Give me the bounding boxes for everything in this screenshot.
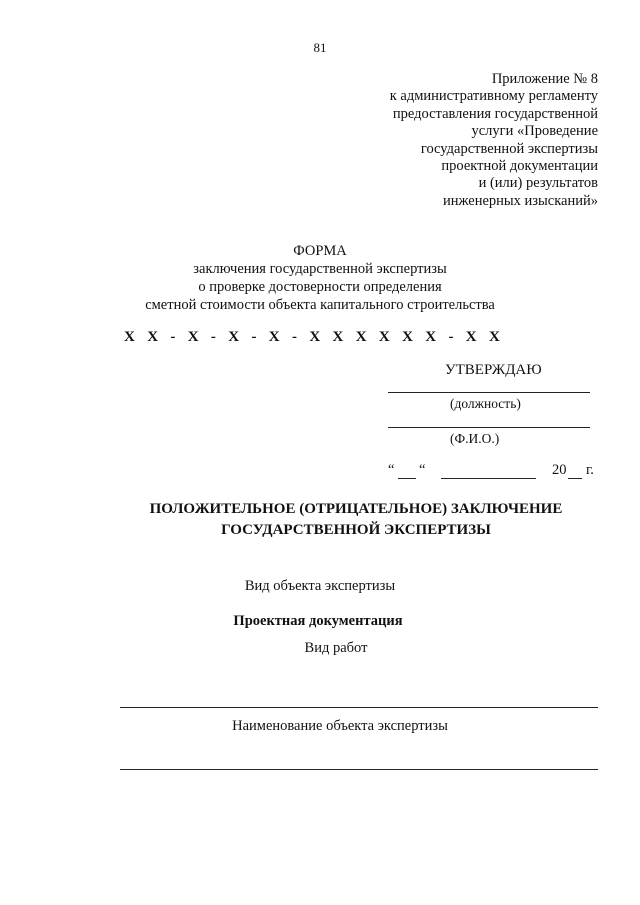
year-suffix: г. [586, 462, 594, 478]
work-type-label: Вид работ [304, 640, 368, 656]
form-title: ФОРМА [293, 243, 347, 259]
code-char: Х [402, 329, 414, 345]
name-caption: (Ф.И.О.) [450, 431, 500, 446]
code-char: Х [355, 329, 367, 345]
object-name-label: Наименование объекта экспертизы [232, 718, 448, 734]
year-prefix: 20 [552, 462, 567, 478]
work-type-blank-line [120, 707, 598, 708]
appendix-line: государственной экспертизы [420, 140, 598, 157]
code-char: - [291, 329, 298, 345]
page-number: 81 [313, 40, 327, 55]
object-type-value: Проектная документация [233, 613, 403, 629]
appendix-line: проектной документации [441, 158, 598, 175]
code-char: Х [228, 329, 240, 345]
appendix-line: и (или) результатов [478, 175, 598, 192]
code-char: Х [465, 329, 477, 345]
conclusion-title-line1: ПОЛОЖИТЕЛЬНОЕ (ОТРИЦАТЕЛЬНОЕ) ЗАКЛЮЧЕНИЕ [149, 501, 563, 517]
form-subtitle-line: заключения государственной экспертизы [193, 261, 447, 277]
code-char: - [251, 329, 257, 345]
position-caption: (должность) [450, 396, 521, 411]
conclusion-title [0, 499, 640, 541]
appendix-line: предоставления государственной [392, 105, 598, 122]
form-heading [0, 242, 640, 314]
day-blank-line [398, 478, 416, 479]
code-char: Х [268, 329, 280, 345]
approval-date-row [386, 462, 598, 482]
year-blank-line [568, 478, 582, 479]
date-quote-close: “ [419, 462, 426, 478]
appendix-line: услуги «Проведение [471, 123, 598, 140]
form-subtitle-line: о проверке достоверности определения [198, 279, 442, 295]
code-char: Х [425, 329, 437, 345]
code-char: - [448, 329, 454, 345]
code-char: Х [147, 329, 159, 345]
date-quote-open: “ [388, 462, 395, 478]
object-type-label: Вид объекта экспертизы [244, 578, 396, 594]
position-signature-line [388, 392, 590, 393]
code-char: Х [309, 329, 321, 345]
appendix-line: Приложение № 8 [491, 71, 598, 87]
code-char: Х [332, 329, 344, 345]
object-name-blank-line [120, 769, 598, 770]
code-char: Х [124, 329, 136, 345]
appendix-header [298, 71, 598, 210]
code-char: Х [378, 329, 390, 345]
form-subtitle-line: сметной стоимости объекта капитального строительства [145, 297, 495, 313]
conclusion-number-template [124, 329, 508, 346]
name-signature-line [388, 427, 590, 428]
month-blank-line [441, 478, 536, 479]
approve-label: УТВЕРЖДАЮ [445, 362, 542, 378]
code-char: - [210, 329, 217, 345]
appendix-line: инженерных изысканий» [442, 192, 598, 209]
code-char: Х [488, 329, 501, 345]
code-char: - [170, 329, 176, 345]
appendix-line: к административному регламенту [389, 88, 598, 105]
code-char: Х [187, 329, 199, 345]
conclusion-title-line2: ГОСУДАРСТВЕННОЙ ЭКСПЕРТИЗЫ [221, 522, 491, 538]
